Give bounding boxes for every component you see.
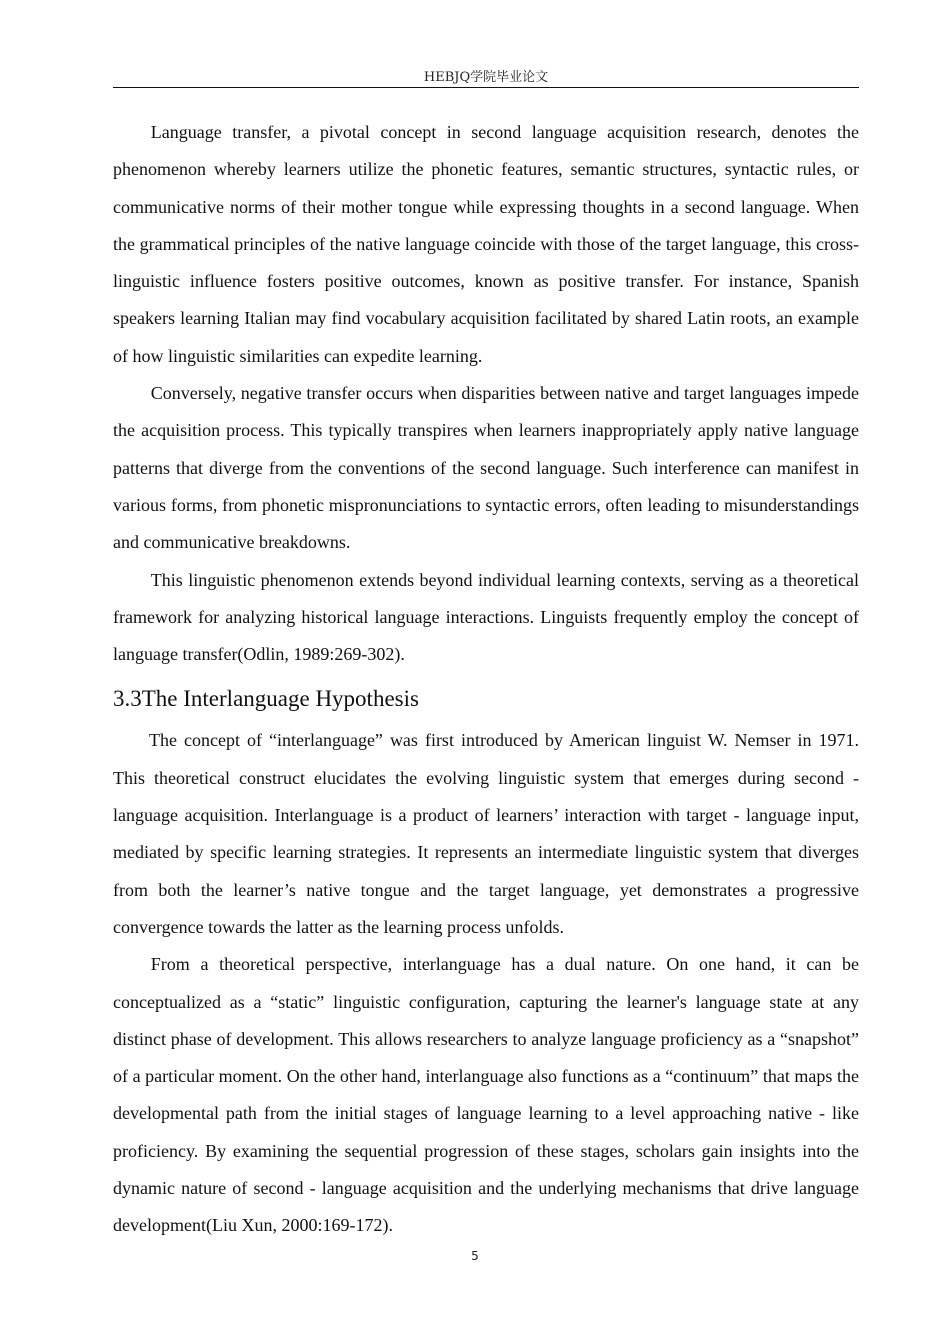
- paragraph-interlanguage-concept: The concept of “interlanguage” was first introduced by American linguist W. Nemser in 1971. This theoretical construct elucidates the evolving linguistic system that emerges during second - language acquisition. Interlanguage is a product of learners’ interaction with target - language input, mediated by specific learning strategies. It represents an intermediate linguistic system that diverges from both the learner’s native tongue and the target language, yet demonstrates a progressive convergence towards the latter as the learning process unfolds.: [113, 730, 859, 937]
- paragraph-historical-framework: This linguistic phenomenon extends beyond individual learning contexts, serving as a theoretical framework for analyzing historical language interactions. Linguists frequently employ the concept of language transfer(Odlin, 1989:269-302).: [113, 569, 859, 665]
- section-heading: 3.3The Interlanguage Hypothesis: [113, 686, 419, 712]
- paragraph-negative-transfer: Conversely, negative transfer occurs when disparities between native and target languages impede the acquisition process. This typically transpires when learners inappropriately apply native language patterns that diverge from the conventions of the second language. Such interference can manifest in various forms, from phonetic mispronunciations to syntactic errors, often leading to misunderstandings and communicative breakdowns.: [113, 383, 859, 553]
- header-rule: [113, 87, 859, 88]
- paragraph-language-transfer: Language transfer, a pivotal concept in second language acquisition research, denotes the phenomenon whereby learners utilize the phonetic features, semantic structures, syntactic rules, or communicative norms of their mother tongue while expressing thoughts in a second language. When the grammatical principles of the native language coincide with those of the target language, this cross-linguistic influence fosters positive outcomes, known as positive transfer. For instance, Spanish speakers learning Italian may find vocabulary acquisition facilitated by shared Latin roots, an example of how linguistic similarities can expedite learning.: [113, 122, 859, 366]
- running-header: HEBJQ学院毕业论文: [423, 70, 549, 85]
- page-number: 5: [471, 1249, 479, 1263]
- page-body: [113, 114, 859, 1245]
- paragraph-interlanguage-dual-nature: From a theoretical perspective, interlanguage has a dual nature. On one hand, it can be conceptualized as a “static” linguistic configuration, capturing the learner's language state at any distinct phase of development. This allows researchers to analyze language proficiency as a “snapshot” of a particular moment. On the other hand, interlanguage also functions as a “continuum” that maps the developmental path from the initial stages of language learning to a level approaching native - like proficiency. By examining the sequential progression of these stages, scholars gain insights into the dynamic nature of second - language acquisition and the underlying mechanisms that drive language development(Liu Xun, 2000:169-172).: [113, 954, 859, 1236]
